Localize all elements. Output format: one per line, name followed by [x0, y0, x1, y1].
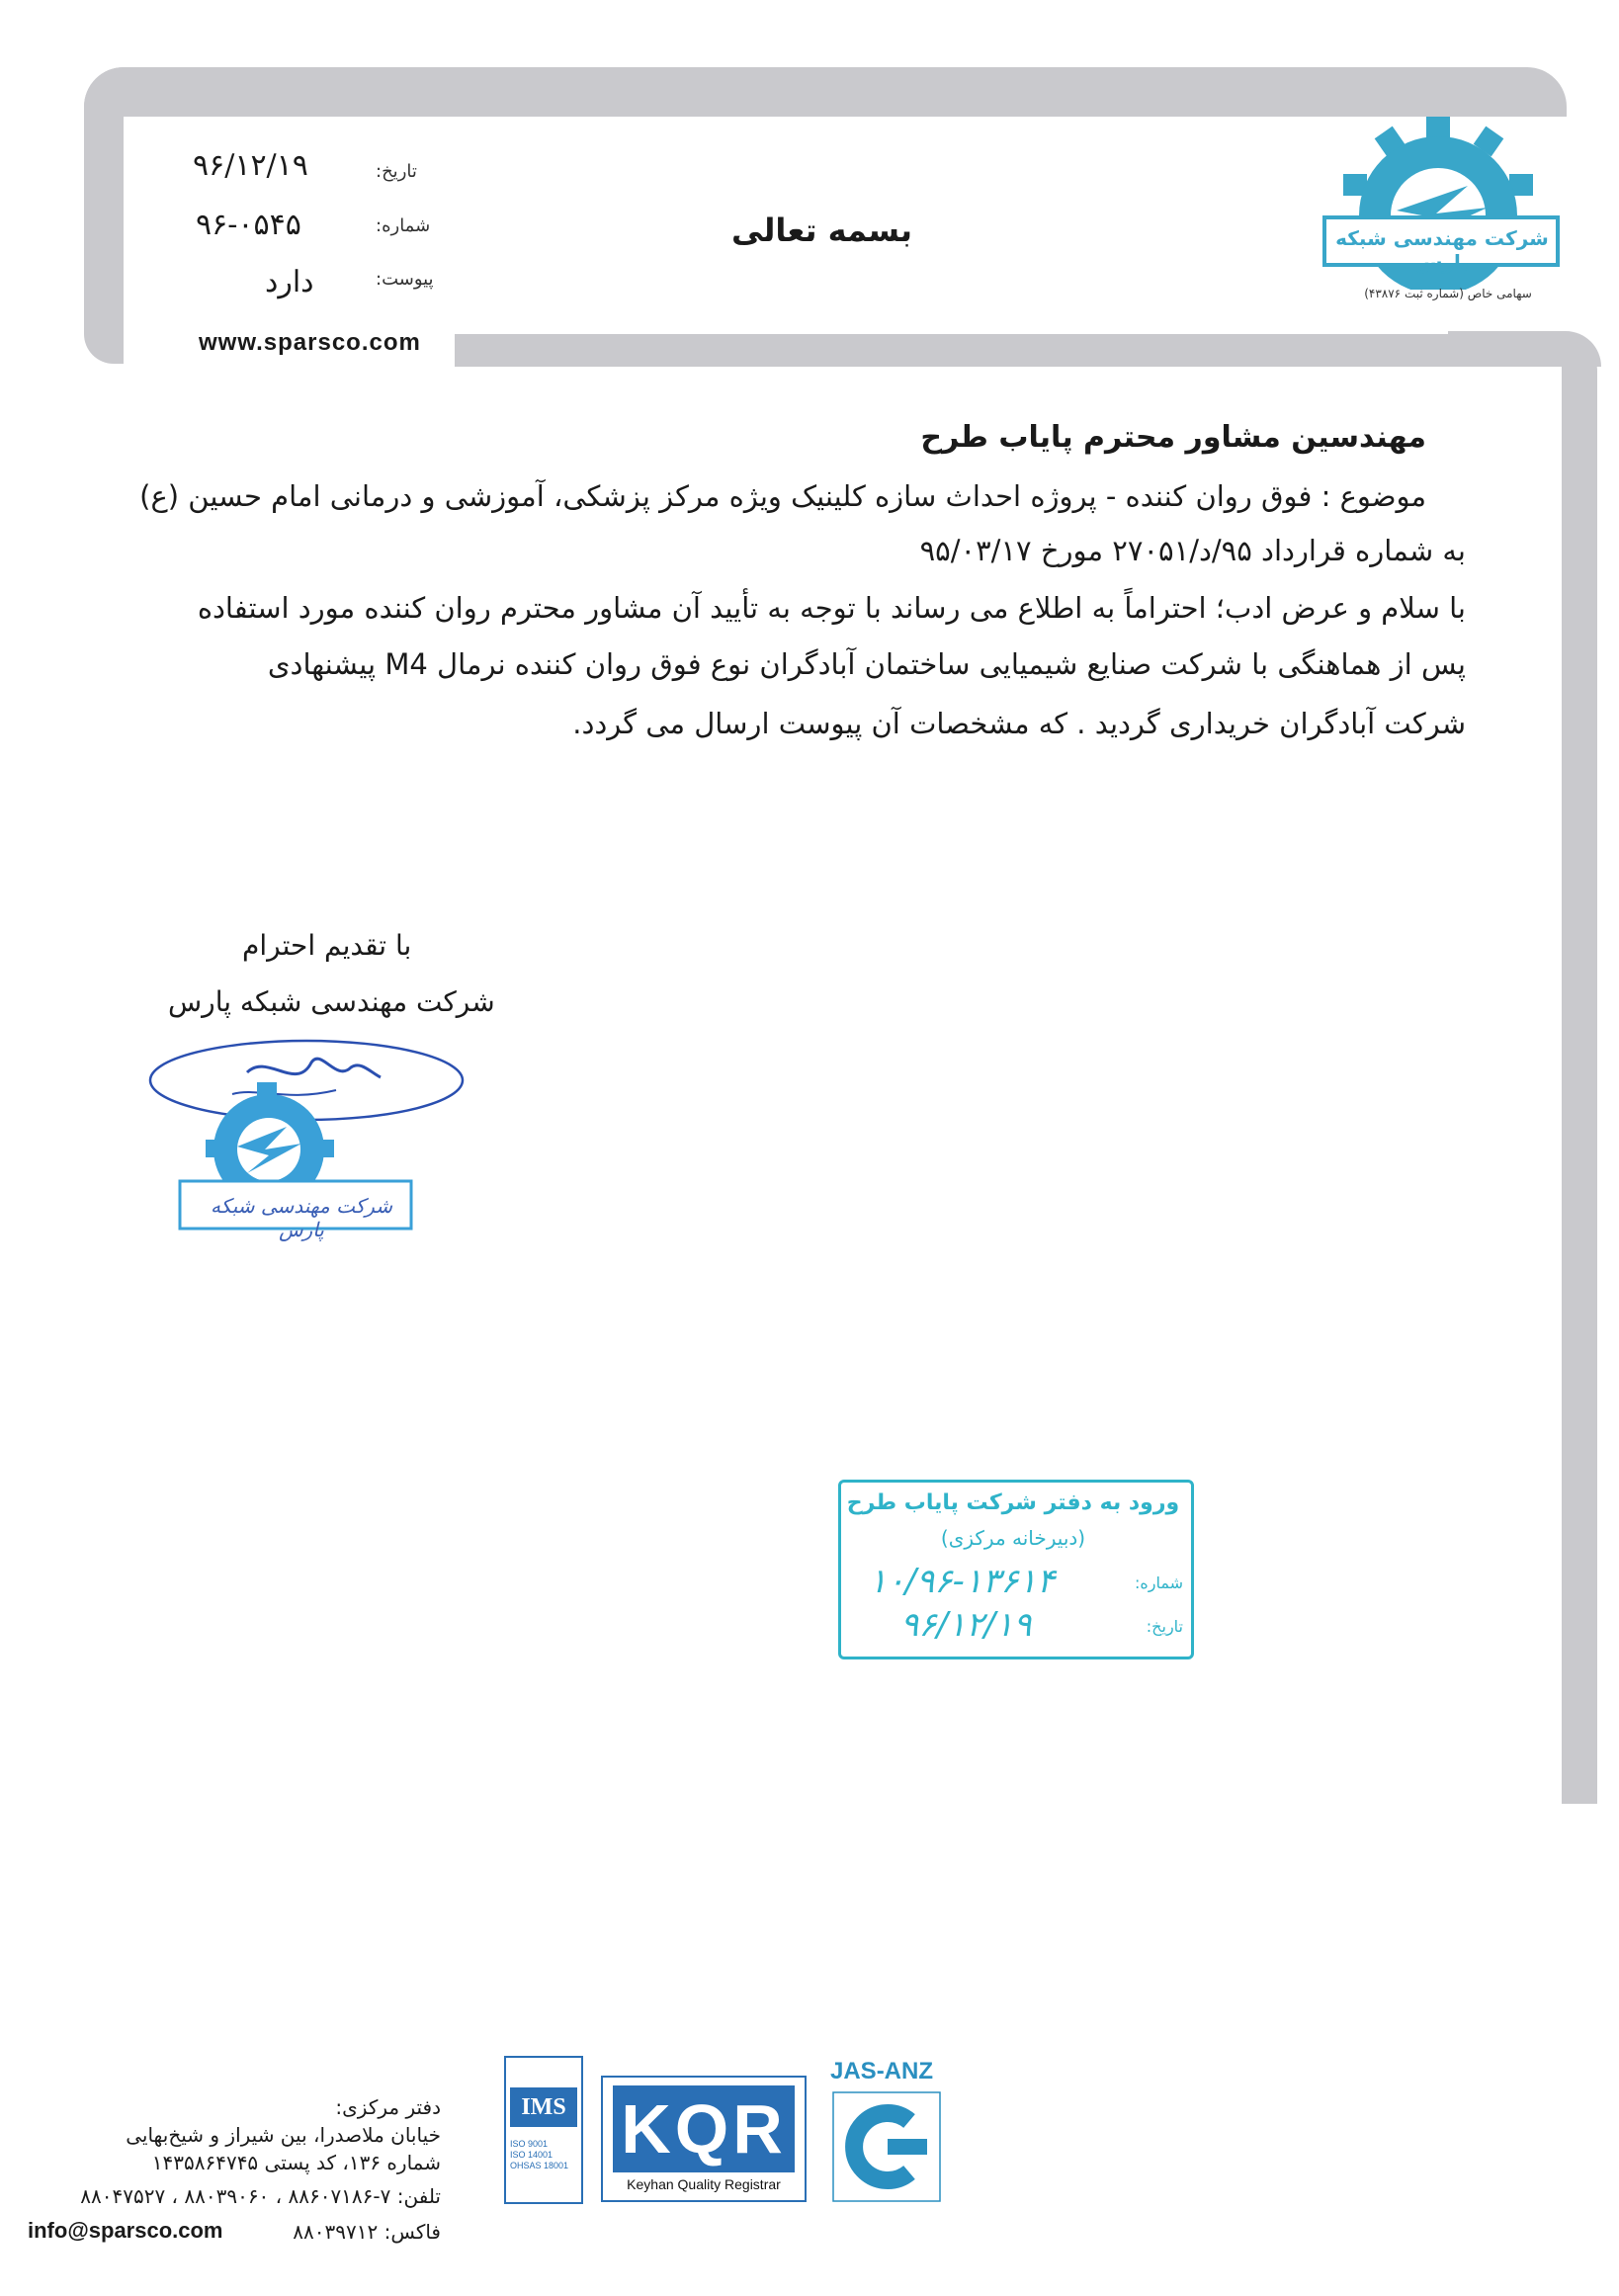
- office-label: دفتر مرکزی:: [335, 2095, 441, 2119]
- fax: فاکس: ۸۸۰۳۹۷۱۲: [293, 2220, 441, 2244]
- jas-anz-title: JAS-ANZ: [830, 2058, 934, 2084]
- website: www.sparsco.com: [193, 329, 427, 357]
- closing: با تقدیم احترام: [242, 929, 412, 962]
- address-line-1: خیابان ملاصدرا، بین شیراز و شیخ‌بهایی: [126, 2123, 441, 2147]
- number-value: ۹۶-۰۵۴۵: [196, 208, 301, 242]
- receipt-date-label: تاریخ:: [1146, 1617, 1183, 1636]
- subject-line-1: موضوع : فوق روان کننده - پروژه احداث سازه کلینیک ویژه مرکز پزشکی، آموزشی و درمانی امام حسین (ع): [139, 479, 1426, 513]
- page-title: بسمه تعالی: [731, 212, 913, 249]
- attachment-value: دارد: [265, 265, 314, 299]
- date-value: ۹۶/۱۲/۱۹: [193, 148, 308, 183]
- receipt-stamp-title: ورود به دفتر شرکت پایاب طرح: [846, 1490, 1180, 1515]
- receipt-stamp: [838, 1480, 1194, 1659]
- email: info@sparsco.com: [28, 2218, 223, 2243]
- kqr-caption: Keyhan Quality Registrar: [627, 2176, 781, 2192]
- ims-line: ISO 14001: [510, 2150, 554, 2160]
- ims-line: ISO 9001: [510, 2139, 549, 2149]
- ims-line: OHSAS 18001: [510, 2161, 569, 2170]
- receipt-number-label: شماره:: [1134, 1573, 1183, 1592]
- receipt-stamp-subtitle: (دبیرخانه مرکزی): [940, 1526, 1086, 1550]
- address-line-2: شماره ۱۳۶، کد پستی ۱۴۳۵۸۶۴۷۴۵: [151, 2151, 441, 2174]
- body-line-1: با سلام و عرض ادب؛ احتراماً به اطلاع می رساند با توجه به تأیید آن مشاور محترم روان کننده مورد استفاده: [197, 591, 1466, 625]
- kqr-title: KQR: [613, 2085, 795, 2172]
- number-label: شماره:: [376, 215, 431, 236]
- signature-company: شرکت مهندسی شبکه پارس: [168, 985, 495, 1018]
- ims-title: IMS: [510, 2087, 577, 2127]
- kqr-badge: [601, 2076, 807, 2202]
- jas-anz-icon: [832, 2091, 941, 2202]
- subject-line-2: به شماره قرارداد ۹۵/د/۲۷۰۵۱ مورخ ۹۵/۰۳/۱۷: [919, 534, 1466, 567]
- seal-text: شرکت مهندسی شبکه پارس: [210, 1194, 393, 1241]
- phone: تلفن: ۷-۸۸۶۰۷۱۸۶ ، ۸۸۰۳۹۰۶۰ ، ۸۸۰۴۷۵۲۷: [80, 2184, 441, 2208]
- company-registration: سهامی خاص (شماره ثبت ۴۳۸۷۶): [1364, 287, 1532, 300]
- recipient: مهندسین مشاور محترم پایاب طرح: [920, 420, 1426, 455]
- receipt-date-value: ۹۶/۱۲/۱۹: [900, 1605, 1032, 1645]
- attachment-label: پیوست:: [376, 269, 434, 290]
- date-label: تاریخ:: [376, 161, 417, 182]
- logo-company-name: شرکت مهندسی شبکه پارس: [1335, 226, 1549, 274]
- receipt-number-value: ۱۰/۹۶-۱۳۶۱۴: [869, 1562, 1056, 1601]
- ims-badge: [504, 2056, 583, 2204]
- body-line-2: پس از هماهنگی با شرکت صنایع شیمیایی ساختمان آبادگران نوع فوق روان کننده نرمال M4 پیشنهادی: [267, 647, 1466, 681]
- body-line-3: شرکت آبادگران خریداری گردید . که مشخصات آن پیوست ارسال می گردد.: [572, 707, 1466, 740]
